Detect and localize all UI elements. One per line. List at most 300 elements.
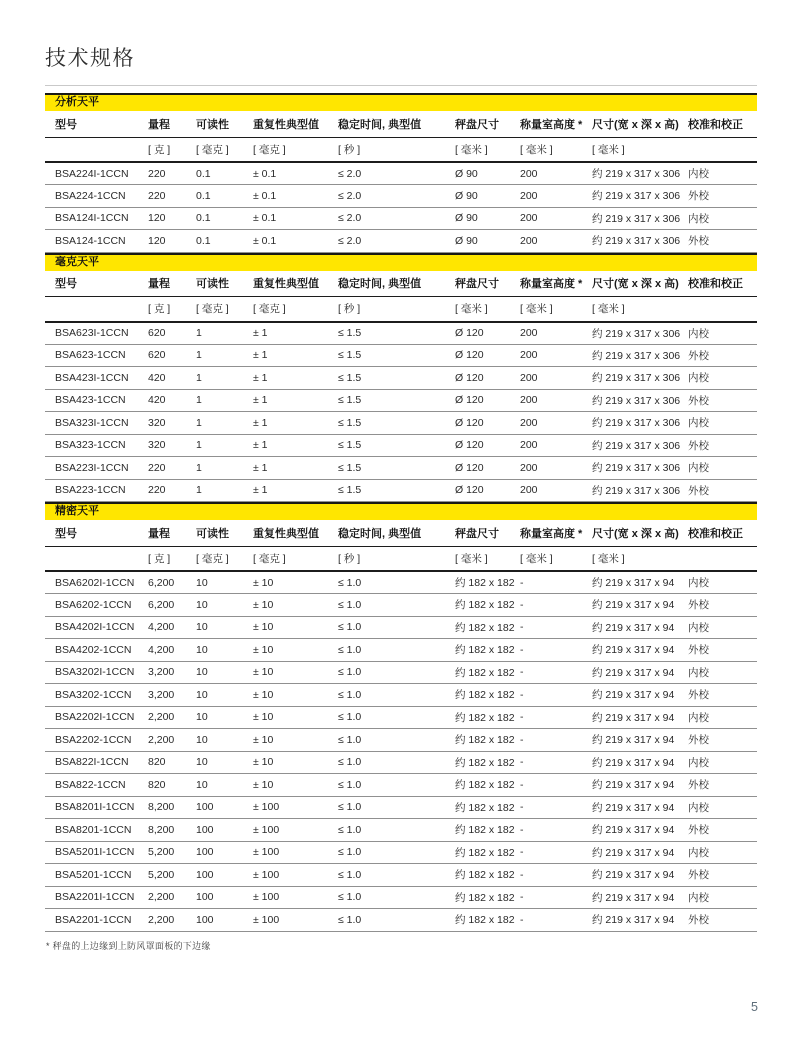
spec-cell: 10 bbox=[196, 774, 253, 797]
spec-section bbox=[45, 253, 757, 503]
spec-tables-container bbox=[45, 93, 757, 932]
spec-cell: Ø 120 bbox=[455, 457, 520, 480]
spec-cell: ≤ 1.0 bbox=[338, 639, 455, 662]
spec-cell: 120 bbox=[148, 230, 196, 253]
spec-cell: Ø 90 bbox=[455, 207, 520, 230]
spec-cell: ± 10 bbox=[253, 594, 338, 617]
spec-cell: 约 219 x 317 x 306 bbox=[592, 207, 688, 230]
spec-cell: 1 bbox=[196, 389, 253, 412]
spec-cell: 内校 bbox=[688, 457, 757, 480]
model-cell: BSA224I-1CCN bbox=[45, 162, 148, 185]
spec-cell: 约 182 x 182 bbox=[455, 571, 520, 594]
spec-cell: 约 219 x 317 x 306 bbox=[592, 479, 688, 502]
spec-cell: 内校 bbox=[688, 571, 757, 594]
model-cell: BSA8201I-1CCN bbox=[45, 796, 148, 819]
spec-cell: ± 0.1 bbox=[253, 185, 338, 208]
spec-cell: 2,200 bbox=[148, 706, 196, 729]
spec-cell: - bbox=[520, 886, 592, 909]
spec-cell: 1 bbox=[196, 367, 253, 390]
spec-cell: 100 bbox=[196, 796, 253, 819]
spec-cell: ± 100 bbox=[253, 819, 338, 842]
table-row bbox=[45, 412, 757, 435]
spec-cell: ≤ 1.0 bbox=[338, 571, 455, 594]
column-header: 稳定时间, 典型值 bbox=[338, 520, 455, 546]
spec-cell: ± 100 bbox=[253, 864, 338, 887]
spec-cell: 约 182 x 182 bbox=[455, 864, 520, 887]
spec-cell: 1 bbox=[196, 322, 253, 345]
title-divider bbox=[45, 85, 757, 86]
spec-cell: 约 219 x 317 x 94 bbox=[592, 661, 688, 684]
spec-cell: 约 219 x 317 x 94 bbox=[592, 909, 688, 932]
spec-cell: 5,200 bbox=[148, 864, 196, 887]
spec-cell: 内校 bbox=[688, 796, 757, 819]
spec-cell: 220 bbox=[148, 457, 196, 480]
column-header: 重复性典型值 bbox=[253, 111, 338, 137]
spec-cell: 约 182 x 182 bbox=[455, 796, 520, 819]
spec-cell: 10 bbox=[196, 661, 253, 684]
spec-cell: ≤ 1.0 bbox=[338, 684, 455, 707]
spec-cell: 内校 bbox=[688, 207, 757, 230]
model-cell: BSA223I-1CCN bbox=[45, 457, 148, 480]
model-cell: BSA623I-1CCN bbox=[45, 322, 148, 345]
spec-cell: - bbox=[520, 909, 592, 932]
unit-cell: [ 克 ] bbox=[148, 297, 196, 322]
spec-cell: ± 100 bbox=[253, 796, 338, 819]
table-row bbox=[45, 185, 757, 208]
table-row bbox=[45, 841, 757, 864]
column-header: 可读性 bbox=[196, 111, 253, 137]
spec-cell: 约 219 x 317 x 94 bbox=[592, 571, 688, 594]
column-header: 可读性 bbox=[196, 520, 253, 546]
spec-cell: 2,200 bbox=[148, 886, 196, 909]
table-row bbox=[45, 639, 757, 662]
model-cell: BSA5201I-1CCN bbox=[45, 841, 148, 864]
spec-cell: Ø 120 bbox=[455, 479, 520, 502]
spec-cell: 3,200 bbox=[148, 684, 196, 707]
model-cell: BSA2202I-1CCN bbox=[45, 706, 148, 729]
column-header: 可读性 bbox=[196, 271, 253, 297]
unit-cell bbox=[45, 137, 148, 162]
spec-cell: Ø 120 bbox=[455, 389, 520, 412]
spec-cell: 0.1 bbox=[196, 162, 253, 185]
unit-cell: [ 毫克 ] bbox=[196, 137, 253, 162]
spec-cell: 外校 bbox=[688, 909, 757, 932]
spec-cell: 约 182 x 182 bbox=[455, 819, 520, 842]
spec-cell: 约 219 x 317 x 306 bbox=[592, 457, 688, 480]
spec-cell: 820 bbox=[148, 751, 196, 774]
spec-cell: 2,200 bbox=[148, 909, 196, 932]
column-header: 稳定时间, 典型值 bbox=[338, 111, 455, 137]
spec-cell: ± 1 bbox=[253, 457, 338, 480]
unit-cell bbox=[688, 297, 757, 322]
spec-cell: 约 219 x 317 x 94 bbox=[592, 796, 688, 819]
spec-cell: ≤ 1.0 bbox=[338, 729, 455, 752]
spec-cell: ≤ 1.0 bbox=[338, 706, 455, 729]
spec-cell: ≤ 1.0 bbox=[338, 841, 455, 864]
units-row bbox=[45, 297, 757, 322]
spec-cell: 约 219 x 317 x 94 bbox=[592, 616, 688, 639]
table-row bbox=[45, 684, 757, 707]
table-row bbox=[45, 434, 757, 457]
spec-cell: 内校 bbox=[688, 412, 757, 435]
spec-cell: - bbox=[520, 796, 592, 819]
spec-cell: 0.1 bbox=[196, 230, 253, 253]
spec-cell: ± 1 bbox=[253, 322, 338, 345]
spec-cell: 约 219 x 317 x 94 bbox=[592, 819, 688, 842]
spec-cell: 外校 bbox=[688, 389, 757, 412]
model-cell: BSA5201-1CCN bbox=[45, 864, 148, 887]
spec-cell: 1 bbox=[196, 434, 253, 457]
column-header: 秤盘尺寸 bbox=[455, 111, 520, 137]
spec-cell: 6,200 bbox=[148, 571, 196, 594]
spec-cell: Ø 90 bbox=[455, 162, 520, 185]
spec-cell: 420 bbox=[148, 389, 196, 412]
spec-cell: 约 219 x 317 x 94 bbox=[592, 639, 688, 662]
spec-cell: 10 bbox=[196, 594, 253, 617]
spec-cell: 约 182 x 182 bbox=[455, 774, 520, 797]
spec-cell: Ø 120 bbox=[455, 434, 520, 457]
spec-cell: ≤ 1.0 bbox=[338, 864, 455, 887]
spec-cell: 200 bbox=[520, 344, 592, 367]
spec-cell: 2,200 bbox=[148, 729, 196, 752]
spec-cell: - bbox=[520, 751, 592, 774]
spec-cell: 约 219 x 317 x 306 bbox=[592, 185, 688, 208]
model-cell: BSA3202-1CCN bbox=[45, 684, 148, 707]
spec-cell: 外校 bbox=[688, 819, 757, 842]
spec-cell: ± 10 bbox=[253, 729, 338, 752]
spec-cell: 内校 bbox=[688, 661, 757, 684]
unit-cell bbox=[45, 546, 148, 571]
model-cell: BSA2202-1CCN bbox=[45, 729, 148, 752]
spec-cell: 约 182 x 182 bbox=[455, 886, 520, 909]
spec-cell: 约 219 x 317 x 94 bbox=[592, 684, 688, 707]
spec-cell: 约 219 x 317 x 306 bbox=[592, 344, 688, 367]
spec-cell: ± 1 bbox=[253, 434, 338, 457]
table-row bbox=[45, 751, 757, 774]
spec-cell: ≤ 1.0 bbox=[338, 819, 455, 842]
column-header: 尺寸(宽 x 深 x 高) bbox=[592, 111, 688, 137]
spec-cell: 200 bbox=[520, 322, 592, 345]
spec-cell: 内校 bbox=[688, 322, 757, 345]
spec-cell: 外校 bbox=[688, 684, 757, 707]
spec-cell: ± 100 bbox=[253, 909, 338, 932]
spec-cell: - bbox=[520, 594, 592, 617]
spec-cell: 外校 bbox=[688, 774, 757, 797]
unit-cell: [ 毫米 ] bbox=[592, 546, 688, 571]
table-row bbox=[45, 594, 757, 617]
spec-cell: - bbox=[520, 819, 592, 842]
units-row bbox=[45, 546, 757, 571]
model-cell: BSA2201-1CCN bbox=[45, 909, 148, 932]
spec-cell: 外校 bbox=[688, 479, 757, 502]
column-header: 重复性典型值 bbox=[253, 520, 338, 546]
spec-cell: 6,200 bbox=[148, 594, 196, 617]
column-header: 校准和校正 bbox=[688, 520, 757, 546]
spec-cell: 约 219 x 317 x 306 bbox=[592, 434, 688, 457]
model-cell: BSA822-1CCN bbox=[45, 774, 148, 797]
column-header: 称量室高度 * bbox=[520, 111, 592, 137]
column-header: 尺寸(宽 x 深 x 高) bbox=[592, 271, 688, 297]
spec-cell: 10 bbox=[196, 571, 253, 594]
unit-cell: [ 毫米 ] bbox=[520, 297, 592, 322]
spec-cell: ≤ 1.0 bbox=[338, 774, 455, 797]
unit-cell: [ 毫米 ] bbox=[520, 546, 592, 571]
spec-cell: 620 bbox=[148, 344, 196, 367]
spec-cell: 约 219 x 317 x 94 bbox=[592, 841, 688, 864]
spec-cell: Ø 120 bbox=[455, 367, 520, 390]
column-header: 型号 bbox=[45, 111, 148, 137]
spec-cell: ± 1 bbox=[253, 389, 338, 412]
column-header-row bbox=[45, 111, 757, 137]
unit-cell: [ 毫米 ] bbox=[592, 137, 688, 162]
spec-cell: 320 bbox=[148, 412, 196, 435]
spec-cell: 4,200 bbox=[148, 639, 196, 662]
spec-cell: 5,200 bbox=[148, 841, 196, 864]
spec-cell: 约 219 x 317 x 306 bbox=[592, 322, 688, 345]
unit-cell: [ 秒 ] bbox=[338, 546, 455, 571]
column-header: 尺寸(宽 x 深 x 高) bbox=[592, 520, 688, 546]
unit-cell: [ 毫克 ] bbox=[253, 546, 338, 571]
unit-cell: [ 毫米 ] bbox=[520, 137, 592, 162]
spec-cell: Ø 90 bbox=[455, 185, 520, 208]
spec-cell: ≤ 1.0 bbox=[338, 616, 455, 639]
spec-cell: 8,200 bbox=[148, 819, 196, 842]
section-header: 精密天平 bbox=[45, 502, 757, 520]
spec-cell: ± 10 bbox=[253, 774, 338, 797]
spec-cell: 200 bbox=[520, 367, 592, 390]
table-row bbox=[45, 909, 757, 932]
table-row bbox=[45, 479, 757, 502]
table-row bbox=[45, 571, 757, 594]
column-header: 称量室高度 * bbox=[520, 520, 592, 546]
spec-cell: - bbox=[520, 616, 592, 639]
spec-cell: - bbox=[520, 864, 592, 887]
spec-cell: 120 bbox=[148, 207, 196, 230]
spec-cell: ≤ 1.0 bbox=[338, 594, 455, 617]
spec-cell: ≤ 1.5 bbox=[338, 412, 455, 435]
spec-cell: 220 bbox=[148, 479, 196, 502]
spec-cell: 约 219 x 317 x 94 bbox=[592, 864, 688, 887]
unit-cell: [ 毫米 ] bbox=[455, 297, 520, 322]
unit-cell bbox=[688, 546, 757, 571]
table-row bbox=[45, 322, 757, 345]
spec-cell: ± 10 bbox=[253, 684, 338, 707]
spec-cell: 约 182 x 182 bbox=[455, 751, 520, 774]
spec-cell: - bbox=[520, 661, 592, 684]
spec-cell: 约 182 x 182 bbox=[455, 841, 520, 864]
spec-cell: 约 182 x 182 bbox=[455, 661, 520, 684]
spec-cell: 3,200 bbox=[148, 661, 196, 684]
spec-cell: ≤ 1.5 bbox=[338, 457, 455, 480]
column-header: 校准和校正 bbox=[688, 271, 757, 297]
table-row bbox=[45, 389, 757, 412]
spec-cell: - bbox=[520, 684, 592, 707]
table-row bbox=[45, 661, 757, 684]
spec-cell: 10 bbox=[196, 639, 253, 662]
unit-cell: [ 毫米 ] bbox=[455, 546, 520, 571]
spec-cell: ≤ 1.5 bbox=[338, 389, 455, 412]
spec-cell: 100 bbox=[196, 819, 253, 842]
spec-cell: 约 219 x 317 x 94 bbox=[592, 774, 688, 797]
spec-cell: ± 100 bbox=[253, 886, 338, 909]
unit-cell: [ 克 ] bbox=[148, 546, 196, 571]
spec-cell: 200 bbox=[520, 185, 592, 208]
spec-cell: 约 219 x 317 x 94 bbox=[592, 594, 688, 617]
spec-cell: ± 10 bbox=[253, 639, 338, 662]
spec-cell: ≤ 2.0 bbox=[338, 185, 455, 208]
model-cell: BSA8201-1CCN bbox=[45, 819, 148, 842]
column-header: 型号 bbox=[45, 271, 148, 297]
spec-cell: ± 0.1 bbox=[253, 207, 338, 230]
spec-cell: 外校 bbox=[688, 434, 757, 457]
spec-cell: ± 10 bbox=[253, 751, 338, 774]
spec-cell: 10 bbox=[196, 616, 253, 639]
spec-cell: ± 1 bbox=[253, 367, 338, 390]
spec-cell: 10 bbox=[196, 706, 253, 729]
spec-cell: ≤ 1.0 bbox=[338, 886, 455, 909]
spec-cell: 4,200 bbox=[148, 616, 196, 639]
spec-cell: 内校 bbox=[688, 841, 757, 864]
page-title: 技术规格 bbox=[45, 47, 135, 70]
model-cell: BSA323I-1CCN bbox=[45, 412, 148, 435]
spec-cell: ≤ 1.5 bbox=[338, 344, 455, 367]
spec-cell: 内校 bbox=[688, 162, 757, 185]
unit-cell: [ 毫米 ] bbox=[592, 297, 688, 322]
column-header: 量程 bbox=[148, 111, 196, 137]
spec-cell: 约 219 x 317 x 306 bbox=[592, 367, 688, 390]
spec-cell: 内校 bbox=[688, 706, 757, 729]
model-cell: BSA623-1CCN bbox=[45, 344, 148, 367]
model-cell: BSA423-1CCN bbox=[45, 389, 148, 412]
spec-cell: ± 0.1 bbox=[253, 230, 338, 253]
spec-cell: Ø 120 bbox=[455, 344, 520, 367]
spec-cell: 约 182 x 182 bbox=[455, 684, 520, 707]
spec-cell: 约 219 x 317 x 306 bbox=[592, 162, 688, 185]
spec-cell: 约 182 x 182 bbox=[455, 639, 520, 662]
column-header: 校准和校正 bbox=[688, 111, 757, 137]
spec-cell: ± 10 bbox=[253, 661, 338, 684]
spec-cell: 约 219 x 317 x 306 bbox=[592, 230, 688, 253]
spec-cell: 内校 bbox=[688, 367, 757, 390]
spec-cell: - bbox=[520, 841, 592, 864]
footnote: * 秤盘的上边缘到上防风罩面板的下边缘 bbox=[46, 941, 211, 951]
spec-cell: 10 bbox=[196, 751, 253, 774]
spec-cell: 约 182 x 182 bbox=[455, 706, 520, 729]
table-row bbox=[45, 162, 757, 185]
spec-cell: ± 10 bbox=[253, 616, 338, 639]
unit-cell: [ 毫米 ] bbox=[455, 137, 520, 162]
spec-cell: 外校 bbox=[688, 639, 757, 662]
spec-cell: 约 182 x 182 bbox=[455, 729, 520, 752]
model-cell: BSA124-1CCN bbox=[45, 230, 148, 253]
spec-cell: 220 bbox=[148, 162, 196, 185]
spec-cell: ≤ 1.5 bbox=[338, 434, 455, 457]
spec-cell: 200 bbox=[520, 162, 592, 185]
spec-cell: ≤ 2.0 bbox=[338, 162, 455, 185]
spec-table bbox=[45, 111, 757, 253]
unit-cell: [ 秒 ] bbox=[338, 137, 455, 162]
spec-cell: 外校 bbox=[688, 729, 757, 752]
table-row bbox=[45, 457, 757, 480]
unit-cell: [ 毫克 ] bbox=[253, 297, 338, 322]
model-cell: BSA3202I-1CCN bbox=[45, 661, 148, 684]
spec-cell: 1 bbox=[196, 412, 253, 435]
unit-cell: [ 毫克 ] bbox=[196, 297, 253, 322]
spec-cell: 外校 bbox=[688, 864, 757, 887]
spec-table bbox=[45, 271, 757, 503]
spec-cell: 620 bbox=[148, 322, 196, 345]
spec-cell: 0.1 bbox=[196, 207, 253, 230]
spec-section bbox=[45, 93, 757, 253]
spec-cell: - bbox=[520, 571, 592, 594]
table-row bbox=[45, 230, 757, 253]
unit-cell: [ 毫克 ] bbox=[196, 546, 253, 571]
spec-cell: ≤ 2.0 bbox=[338, 207, 455, 230]
spec-cell: 外校 bbox=[688, 185, 757, 208]
spec-cell: ≤ 1.5 bbox=[338, 479, 455, 502]
spec-cell: 220 bbox=[148, 185, 196, 208]
spec-cell: 200 bbox=[520, 412, 592, 435]
column-header: 秤盘尺寸 bbox=[455, 520, 520, 546]
model-cell: BSA4202-1CCN bbox=[45, 639, 148, 662]
spec-cell: ± 100 bbox=[253, 841, 338, 864]
spec-cell: 100 bbox=[196, 886, 253, 909]
model-cell: BSA6202-1CCN bbox=[45, 594, 148, 617]
unit-cell bbox=[688, 137, 757, 162]
column-header: 秤盘尺寸 bbox=[455, 271, 520, 297]
table-row bbox=[45, 706, 757, 729]
column-header: 量程 bbox=[148, 271, 196, 297]
unit-cell: [ 秒 ] bbox=[338, 297, 455, 322]
spec-cell: 820 bbox=[148, 774, 196, 797]
table-row bbox=[45, 774, 757, 797]
spec-cell: 约 182 x 182 bbox=[455, 594, 520, 617]
model-cell: BSA4202I-1CCN bbox=[45, 616, 148, 639]
spec-cell: 10 bbox=[196, 729, 253, 752]
spec-cell: ≤ 1.0 bbox=[338, 909, 455, 932]
spec-cell: ≤ 2.0 bbox=[338, 230, 455, 253]
spec-cell: 200 bbox=[520, 434, 592, 457]
spec-cell: - bbox=[520, 729, 592, 752]
model-cell: BSA323-1CCN bbox=[45, 434, 148, 457]
spec-cell: 内校 bbox=[688, 751, 757, 774]
column-header: 量程 bbox=[148, 520, 196, 546]
spec-cell: 200 bbox=[520, 479, 592, 502]
column-header: 重复性典型值 bbox=[253, 271, 338, 297]
spec-cell: 100 bbox=[196, 909, 253, 932]
spec-cell: 内校 bbox=[688, 616, 757, 639]
spec-cell: 320 bbox=[148, 434, 196, 457]
spec-cell: Ø 120 bbox=[455, 412, 520, 435]
spec-cell: 约 219 x 317 x 306 bbox=[592, 389, 688, 412]
spec-cell: 约 219 x 317 x 94 bbox=[592, 751, 688, 774]
table-row bbox=[45, 864, 757, 887]
table-row bbox=[45, 886, 757, 909]
model-cell: BSA224-1CCN bbox=[45, 185, 148, 208]
unit-cell: [ 克 ] bbox=[148, 137, 196, 162]
spec-cell: ± 1 bbox=[253, 412, 338, 435]
spec-cell: 200 bbox=[520, 207, 592, 230]
model-cell: BSA6202I-1CCN bbox=[45, 571, 148, 594]
spec-table bbox=[45, 520, 757, 932]
model-cell: BSA2201I-1CCN bbox=[45, 886, 148, 909]
spec-cell: 约 219 x 317 x 94 bbox=[592, 729, 688, 752]
spec-cell: 100 bbox=[196, 841, 253, 864]
model-cell: BSA423I-1CCN bbox=[45, 367, 148, 390]
column-header: 稳定时间, 典型值 bbox=[338, 271, 455, 297]
spec-cell: 0.1 bbox=[196, 185, 253, 208]
section-header: 毫克天平 bbox=[45, 253, 757, 271]
